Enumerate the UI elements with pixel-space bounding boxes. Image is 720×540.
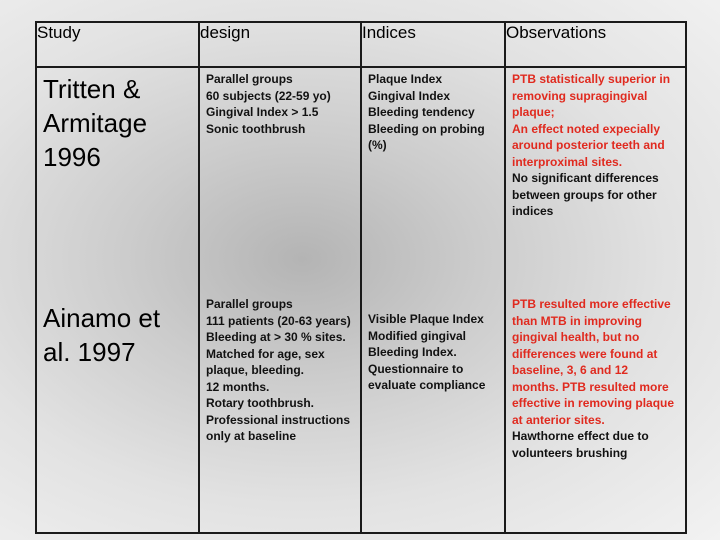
study-title-line: 1996 — [43, 142, 101, 172]
design-line: plaque, bleeding. — [206, 363, 305, 377]
header-row — [36, 22, 686, 67]
observation-line: differences were found at — [512, 346, 658, 361]
design-line: only at baseline — [206, 429, 297, 443]
header-design: design — [199, 22, 361, 67]
observation-line: No significant differences — [512, 171, 659, 185]
observations-tritten — [512, 71, 679, 220]
design-line: Bleeding at > 30 % sites. — [206, 330, 346, 344]
header-indices: Indices — [361, 22, 505, 67]
indices-cell — [361, 67, 505, 533]
study-title-line: Ainamo et — [43, 303, 161, 333]
observation-line: at anterior sites. — [512, 412, 605, 427]
observation-line: PTB statistically superior in — [512, 72, 671, 86]
observation-line: volunteers brushing — [512, 445, 628, 460]
indices-line: Bleeding on probing — [368, 121, 485, 136]
observation-line: around posterior teeth and — [512, 138, 665, 152]
observation-line: interproximal sites. — [512, 154, 623, 169]
design-line: Parallel groups — [206, 72, 293, 86]
indices-line: (%) — [368, 138, 387, 152]
observations-ainamo — [512, 296, 679, 461]
design-line: 60 subjects (22-59 yo) — [206, 88, 331, 103]
indices-line: evaluate compliance — [368, 378, 486, 392]
observation-line: gingival health, but no — [512, 330, 640, 344]
design-line: Matched for age, sex — [206, 346, 325, 361]
indices-line: Gingival Index — [368, 88, 451, 103]
design-line: 12 months. — [206, 379, 270, 394]
design-line: Parallel groups — [206, 297, 293, 311]
observation-line: than MTB in improving — [512, 313, 642, 328]
design-ainamo — [206, 296, 354, 445]
study-title-line: Tritten & — [43, 74, 141, 104]
design-cell — [199, 67, 361, 533]
observation-line: effective in removing plaque — [512, 396, 675, 410]
indices-ainamo — [368, 311, 498, 394]
design-line: Professional instructions — [206, 412, 351, 427]
study-title-ainamo — [43, 301, 192, 369]
indices-line: Questionnaire to — [368, 361, 464, 376]
observation-line: PTB resulted more effective — [512, 297, 671, 311]
design-line: 111 patients (20-63 years) — [206, 313, 351, 328]
indices-line: Modified gingival — [368, 328, 466, 343]
studies-table — [35, 21, 687, 534]
study-title-line: Armitage — [43, 108, 148, 138]
observations-cell — [505, 67, 686, 533]
design-tritten — [206, 71, 354, 137]
header-observations: Observations — [505, 22, 686, 67]
observation-line: removing supragingival — [512, 88, 648, 103]
observation-line: plaque; — [512, 105, 555, 119]
observation-line: baseline, 3, 6 and 12 — [512, 363, 629, 377]
observation-line: between groups for other — [512, 187, 657, 202]
indices-line: Plaque Index — [368, 72, 443, 86]
study-title-line: al. 1997 — [43, 337, 136, 367]
design-line: Rotary toothbrush. — [206, 396, 314, 410]
indices-line: Visible Plaque Index — [368, 312, 484, 326]
observation-line: Hawthorne effect due to — [512, 429, 649, 443]
indices-line: Bleeding tendency — [368, 105, 475, 119]
design-line: Gingival Index > 1.5 — [206, 105, 319, 119]
observation-line: indices — [512, 204, 554, 218]
study-title-tritten — [43, 72, 192, 174]
study-cell — [36, 67, 199, 533]
observation-line: An effect noted expecially — [512, 121, 661, 136]
body-row — [36, 67, 686, 533]
header-study: Study — [36, 22, 199, 67]
indices-tritten — [368, 71, 498, 154]
observation-line: months. PTB resulted more — [512, 379, 669, 394]
indices-line: Bleeding Index. — [368, 345, 457, 359]
design-line: Sonic toothbrush — [206, 121, 306, 136]
